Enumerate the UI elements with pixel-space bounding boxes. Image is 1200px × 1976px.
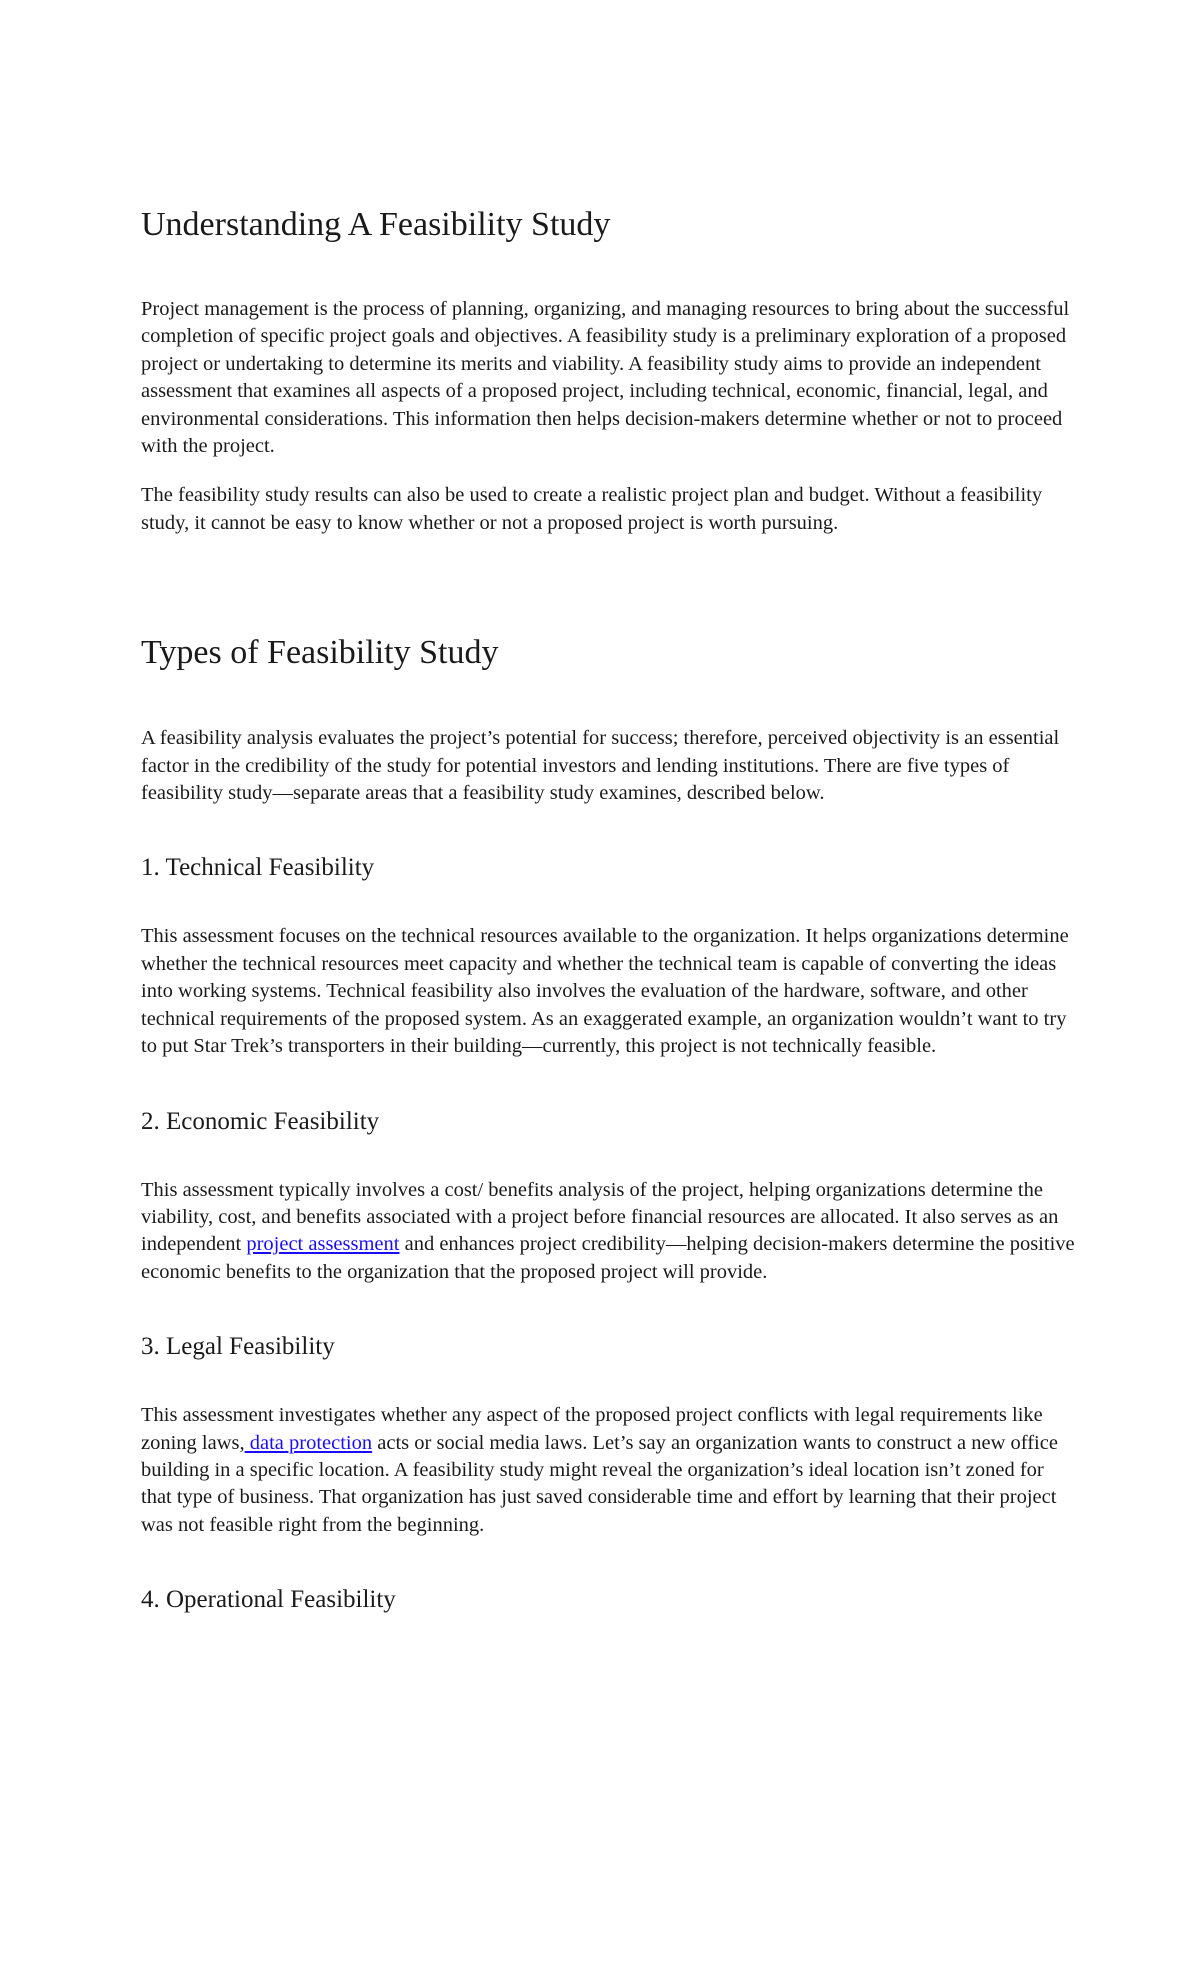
page-title: Understanding A Feasibility Study <box>141 206 611 243</box>
legal-feasibility-paragraph <box>141 1402 1076 1539</box>
intro-paragraph-2: The feasibility study results can also be used to create a realistic project plan and budget. Without a feasibility study, it cannot be easy to know whether or not a proposed project is worth pursuing. <box>141 484 1043 534</box>
project-assessment-link[interactable]: project assessment <box>246 1233 400 1256</box>
section-title-types: Types of Feasibility Study <box>141 634 499 672</box>
heading-operational-feasibility: 4. Operational Feasibility <box>141 1586 396 1614</box>
legal-text-before: This assessment investigates whether any aspect of the proposed project conflicts with legal requirements like zoning laws, <box>141 1404 1043 1454</box>
economic-text-before: This assessment typically involves a cost/ benefits analysis of the project, helping organizations determine the viability, cost, and benefits associated with a project before financial resources are allocated. It also serves as an independent <box>141 1178 1059 1256</box>
economic-feasibility-paragraph <box>141 1177 1076 1287</box>
intro-paragraph-1: Project management is the process of planning, organizing, and managing resources to bring about the successful completion of specific project goals and objectives. A feasibility study is a preliminary exploration of a proposed project or undertaking to determine its merits and viability. A feasibility study aims to provide an independent assessment that examines all aspects of a proposed project, including technical, economic, financial, legal, and environmental considerations. This information then helps decision-makers determine whether or not to proceed with the project. <box>141 298 1070 458</box>
types-paragraph: A feasibility analysis evaluates the project’s potential for success; therefore, perceived objectivity is an essential factor in the credibility of the study for potential investors and lending institutions. There are five types of feasibility study—separate areas that a feasibility study examines, described below. <box>141 727 1060 805</box>
data-protection-link[interactable]: data protection <box>244 1431 373 1454</box>
legal-text-after: acts or social media laws. Let’s say an organization wants to construct a new office building in a specific location. A feasibility study might reveal the organization’s ideal location isn’t zoned for that type of business. That organization has just saved considerable time and effort by learning that their project was not feasible right from the beginning. <box>141 1431 1058 1536</box>
document-page <box>141 205 1076 1615</box>
economic-text-after: and enhances project credibility—helping decision-makers determine the positive economic benefits to the organization that the proposed project will provide. <box>141 1233 1075 1283</box>
technical-feasibility-paragraph: This assessment focuses on the technical resources available to the organization. It helps organizations determine whether the technical resources meet capacity and whether the technical team is capable of converting the ideas into working systems. Technical feasibility also involves the evaluation of the hardware, software, and other technical requirements of the proposed system. As an exaggerated example, an organization wouldn’t want to try to put Star Trek’s transporters in their building—currently, this project is not technically feasible. <box>141 925 1069 1058</box>
heading-economic-feasibility: 2. Economic Feasibility <box>141 1107 380 1135</box>
heading-legal-feasibility: 3. Legal Feasibility <box>141 1333 335 1361</box>
heading-technical-feasibility: 1. Technical Feasibility <box>141 854 375 882</box>
